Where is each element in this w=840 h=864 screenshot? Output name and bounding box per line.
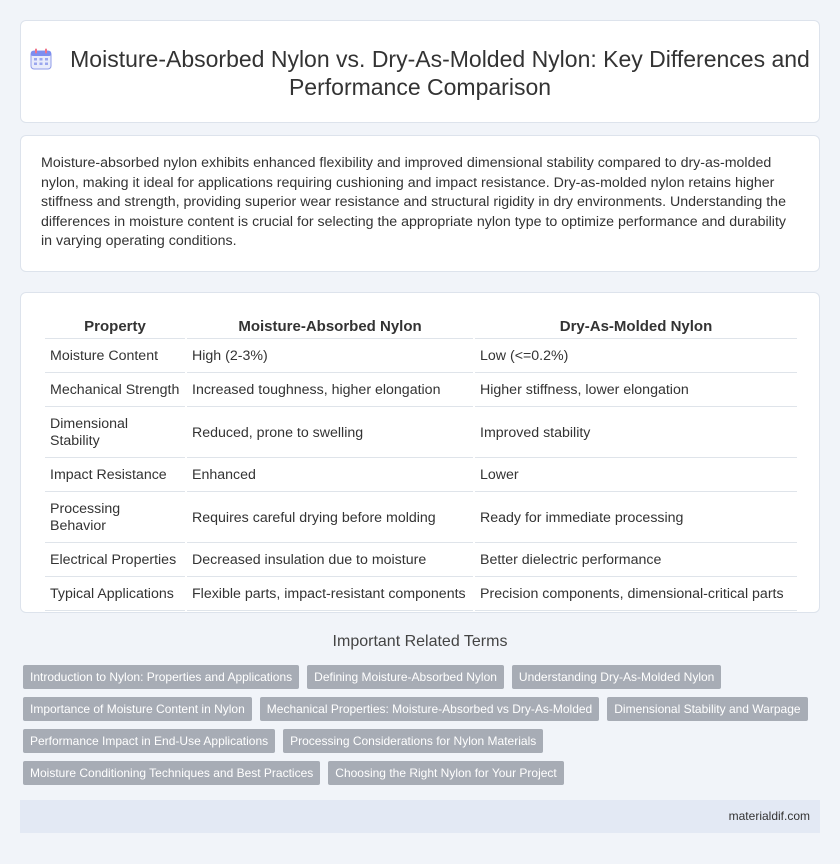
related-terms: [23, 665, 823, 793]
footer-site[interactable]: materialdif.com: [728, 809, 810, 823]
dry-as-molded-cell: Improved stability: [475, 409, 797, 458]
property-cell: Moisture Content: [45, 341, 185, 373]
moisture-absorbed-cell: Enhanced: [187, 460, 473, 492]
related-term-tag[interactable]: Choosing the Right Nylon for Your Project: [328, 761, 563, 785]
title-wrap: [21, 45, 819, 101]
moisture-absorbed-cell: High (2-3%): [187, 341, 473, 373]
tag-row: [23, 665, 823, 689]
property-cell: Typical Applications: [45, 579, 185, 611]
table-row: [45, 375, 797, 407]
related-term-tag[interactable]: Defining Moisture-Absorbed Nylon: [307, 665, 504, 689]
footer: [20, 800, 820, 833]
property-cell: Impact Resistance: [45, 460, 185, 492]
tag-row: [23, 697, 823, 721]
moisture-absorbed-cell: Decreased insulation due to moisture: [187, 545, 473, 577]
dry-as-molded-cell: Better dielectric performance: [475, 545, 797, 577]
table-row: [45, 494, 797, 543]
tag-row: [23, 761, 823, 785]
table-row: [45, 579, 797, 611]
table-header-row: [45, 315, 797, 339]
page-title: Moisture-Absorbed Nylon vs. Dry-As-Molded Nylon: Key Differences and Performance Comparison: [70, 46, 810, 100]
moisture-absorbed-cell: Requires careful drying before molding: [187, 494, 473, 543]
property-cell: Mechanical Strength: [45, 375, 185, 407]
table-row: [45, 409, 797, 458]
related-term-tag[interactable]: Mechanical Properties: Moisture-Absorbed vs Dry-As-Molded: [260, 697, 599, 721]
moisture-absorbed-cell: Reduced, prone to swelling: [187, 409, 473, 458]
comparison-table-card: [20, 292, 820, 613]
table-row: [45, 460, 797, 492]
related-terms-title: Important Related Terms: [332, 633, 508, 650]
dry-as-molded-cell: Higher stiffness, lower elongation: [475, 375, 797, 407]
related-term-tag[interactable]: Processing Considerations for Nylon Materials: [283, 729, 543, 753]
related-term-tag[interactable]: Understanding Dry-As-Molded Nylon: [512, 665, 721, 689]
moisture-absorbed-cell: Increased toughness, higher elongation: [187, 375, 473, 407]
header-property: Property: [45, 315, 185, 339]
header-card: [20, 20, 820, 123]
related-term-tag[interactable]: Dimensional Stability and Warpage: [607, 697, 807, 721]
header-dry-as-molded: Dry-As-Molded Nylon: [475, 315, 797, 339]
dry-as-molded-cell: Precision components, dimensional-critical parts: [475, 579, 797, 611]
tag-row: [23, 729, 823, 753]
comparison-table: [43, 313, 799, 613]
intro-paragraph: Moisture-absorbed nylon exhibits enhanced flexibility and improved dimensional stability compared to dry-as-molded nylon, making it ideal for applications requiring cushioning and impact resistance. Dry-as-molded nylon retains higher stiffness and strength, providing superior wear resistance and structural rigidity in dry environments. Understanding the differences in moisture content is crucial for selecting the appropriate nylon type to optimize performance and durability in varying operating conditions.: [41, 155, 786, 250]
related-term-tag[interactable]: Introduction to Nylon: Properties and Applications: [23, 665, 299, 689]
dry-as-molded-cell: Low (<=0.2%): [475, 341, 797, 373]
property-cell: Processing Behavior: [45, 494, 185, 543]
table-row: [45, 545, 797, 577]
dry-as-molded-cell: Ready for immediate processing: [475, 494, 797, 543]
calendar-icon: [30, 48, 52, 70]
related-term-tag[interactable]: Performance Impact in End-Use Applications: [23, 729, 275, 753]
dry-as-molded-cell: Lower: [475, 460, 797, 492]
moisture-absorbed-cell: Flexible parts, impact-resistant components: [187, 579, 473, 611]
related-term-tag[interactable]: Importance of Moisture Content in Nylon: [23, 697, 252, 721]
intro-card: [20, 135, 820, 272]
header-moisture-absorbed: Moisture-Absorbed Nylon: [187, 315, 473, 339]
property-cell: Electrical Properties: [45, 545, 185, 577]
property-cell: Dimensional Stability: [45, 409, 185, 458]
table-row: [45, 341, 797, 373]
related-term-tag[interactable]: Moisture Conditioning Techniques and Best Practices: [23, 761, 320, 785]
